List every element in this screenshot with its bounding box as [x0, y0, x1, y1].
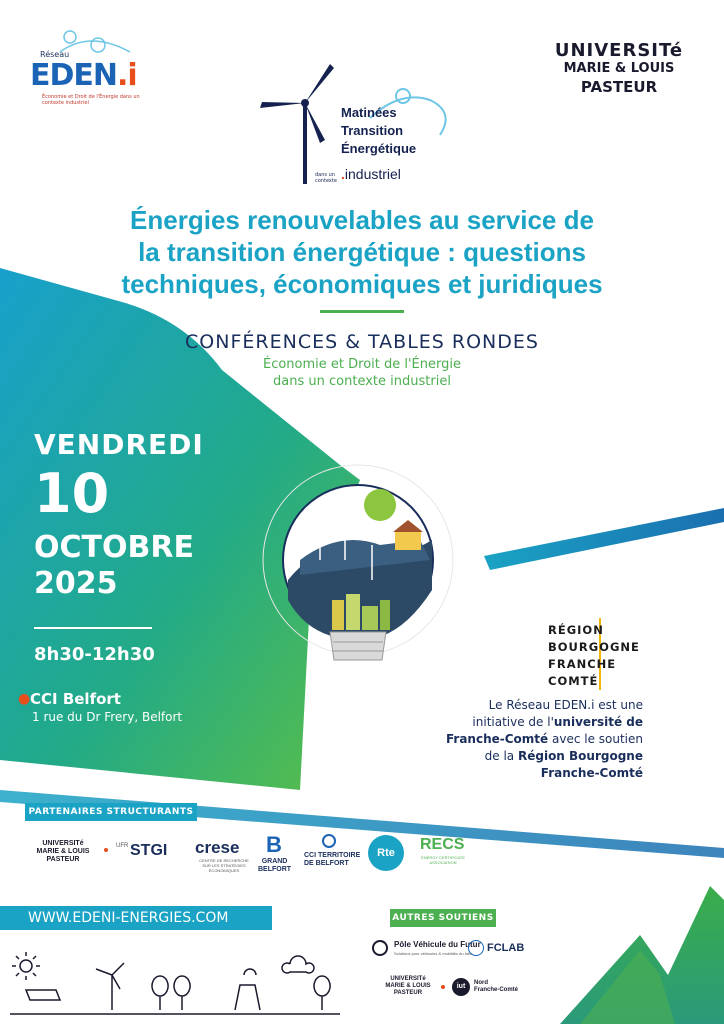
university-logo [544, 42, 694, 96]
pole-vehicule-icon [372, 940, 388, 956]
partner-grand-belfort-icon: B [266, 832, 282, 857]
eden-tagline: Économie et Droit de l'Énergie dans un contexte industriel [42, 94, 140, 106]
mte-industriel: .industriel [341, 166, 401, 182]
mte-line3: Énergétique [341, 141, 417, 156]
partners-heading: PARTENAIRES STRUCTURANTS [25, 803, 197, 821]
title-line3: techniques, économiques et juridiques [121, 269, 603, 299]
bottom-energy-icons [10, 952, 340, 1014]
support-iut-name: Nord Franche-Comté [474, 980, 519, 993]
event-year: 2025 [34, 566, 118, 601]
support-pole-sub: Solutions pour véhicules & mobilités du futur [394, 951, 473, 956]
event-date-number: 10 [34, 462, 110, 525]
partner-crese-logo: crese [195, 838, 240, 857]
title-line1: Énergies renouvelables au service de [130, 205, 594, 235]
support-pole-logo: Pôle Véhicule du Futur [394, 940, 481, 949]
partner-recs-logo: RECS [420, 836, 465, 853]
partner-crese-sub: CENTRE DE RECHERCHE SUR LES STRATÉGIES ÉCONOMIQUES [199, 858, 249, 873]
location-pin-icon: ● [18, 691, 31, 707]
location-name: CCI Belfort [30, 690, 121, 708]
website-link[interactable]: WWW.EDENI-ENERGIES.COM [0, 906, 272, 930]
initiative-text: Le Réseau EDEN.i est une initiative de l'université de Franche-Comté avec le soutien de la Région Bourgogne Franche-Comté [445, 698, 643, 780]
other-support-heading: AUTRES SOUTIENS [390, 909, 496, 927]
univ-line2: MARIE & LOUIS [563, 61, 675, 76]
univ-line3: PASTEUR [580, 78, 658, 96]
support-iut-logo: iut [452, 978, 470, 996]
mte-logo-text [341, 104, 416, 158]
partner-cci-logo: CCI TERRITOIRE DE BELFORT [304, 852, 361, 867]
mte-line1: Matinées [341, 105, 397, 120]
diagonal-band-bottom [0, 790, 724, 858]
support-separator-dot [441, 985, 445, 989]
eden-name: EDEN.i [30, 58, 137, 93]
partner-univ-logo: UNIVERSITé MARIE & LOUIS PASTEUR [36, 840, 90, 863]
partner-separator-dot [104, 848, 108, 852]
partner-grand-belfort-logo: GRAND BELFORT [258, 858, 292, 873]
region-logo: RÉGION BOURGOGNE FRANCHE COMTÉ [548, 623, 640, 688]
support-fclab-logo: FCLAB [487, 942, 525, 954]
location-address: 1 rue du Dr Frery, Belfort [32, 710, 183, 724]
date-divider [34, 627, 152, 629]
partner-recs-sub: ENERGY CERTIFICATE ASSOCIATION [421, 855, 465, 865]
univ-line1: UNIVERSITé [554, 40, 684, 61]
fclab-icon [468, 940, 484, 956]
cci-icon [322, 834, 336, 848]
partner-stgi-prefix: UFR [116, 843, 129, 849]
mte-small-text: dans un contexte [315, 172, 337, 184]
event-time: 8h30-12h30 [34, 644, 155, 665]
eden-logo [26, 28, 146, 108]
partner-stgi-logo: STGI [130, 842, 168, 859]
title-line2: la transition énergétique : questions [138, 237, 586, 267]
title-divider [320, 310, 404, 313]
event-month: OCTOBRE [34, 530, 194, 565]
support-univ-logo: UNIVERSITé MARIE & LOUIS PASTEUR [385, 976, 431, 996]
event-day: VENDREDI [34, 428, 204, 461]
diagonal-band-right [484, 508, 724, 570]
conference-title: CONFÉRENCES & TABLES RONDES [185, 331, 539, 353]
eden-top-word: Réseau [40, 50, 70, 59]
conference-subtitle: Économie et Droit de l'Énergie dans un contexte industriel [262, 357, 461, 389]
main-title [60, 204, 664, 300]
partner-rte-logo: Rte [368, 835, 404, 871]
mte-line2: Transition [341, 123, 404, 138]
